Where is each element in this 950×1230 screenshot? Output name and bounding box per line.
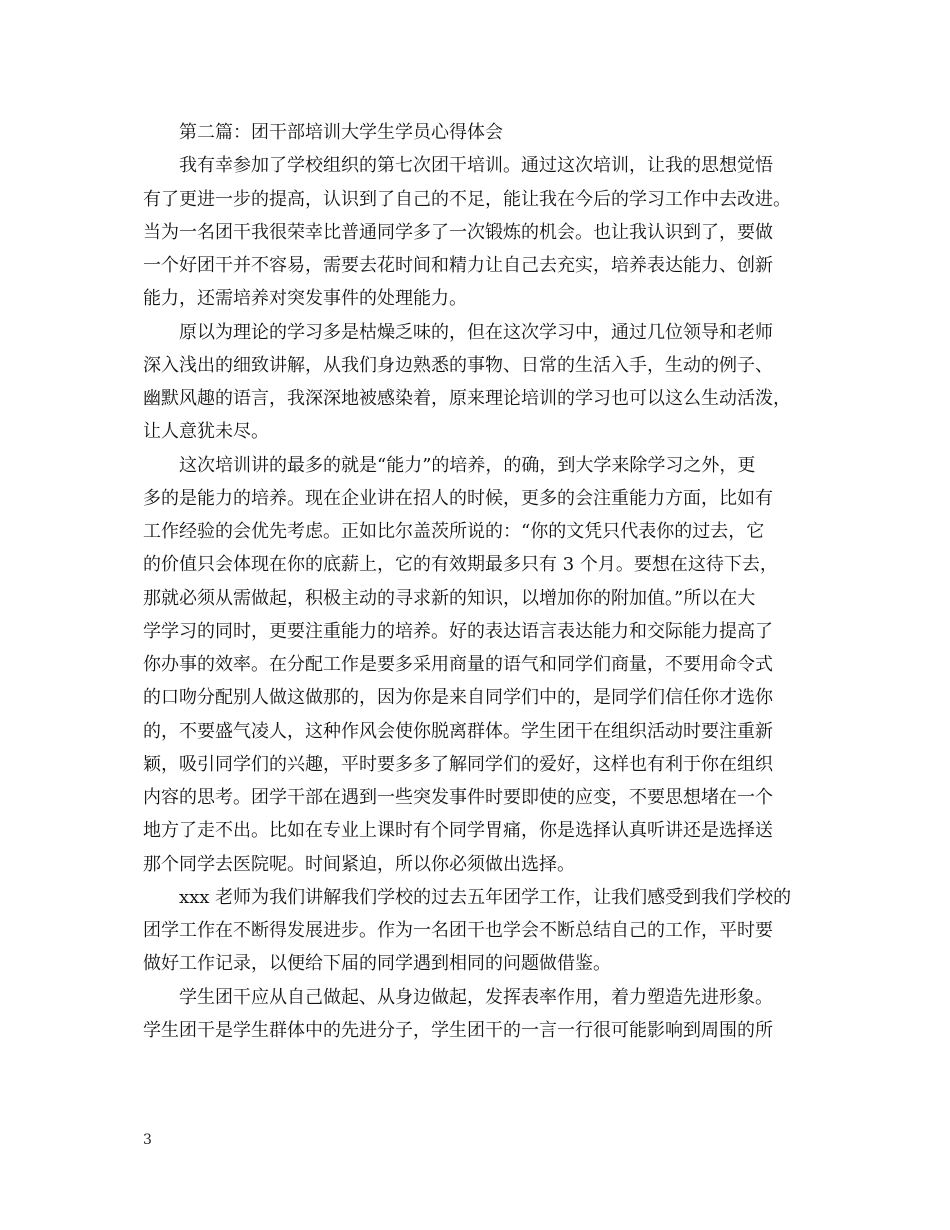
text-line: 幽默风趣的语言，我深深地被感染着，原来理论培训的学习也可以这么生动活泼， <box>143 388 791 409</box>
text-line: 多的是能力的培养。现在企业讲在招人的时候，更多的会注重能力方面，比如有 <box>143 487 773 509</box>
text-line: 能力，还需培养对突发事件的处理能力。 <box>143 288 467 310</box>
text-line: 那个同学去医院呢。时间紧迫，所以你必须做出选择。 <box>143 853 575 875</box>
text-line: 那就必须从需做起，积极主动的寻求新的知识，以增加你的附加值。”所以在大 <box>143 587 756 609</box>
text-line: 的口吻分配别人做这做那的，因为你是来自同学们中的，是同学们信任你才选你 <box>143 687 773 709</box>
text-line: 这次培训讲的最多的就是“能力”的培养，的确，到大学来除学习之外，更 <box>179 454 756 476</box>
text-line: 工作经验的会优先考虑。正如比尔盖茨所说的：“你的文凭只代表你的过去，它 <box>143 521 765 542</box>
text-line: 团学工作在不断得发展进步。作为一名团干也学会不断总结自己的工作，平时要 <box>143 920 773 941</box>
text-line: 地方了走不出。比如在专业上课时有个同学胃痛，你是选择认真听讲还是选择送 <box>143 820 773 842</box>
text-line: 做好工作记录，以便给下届的同学遇到相同的问题做借鉴。 <box>143 953 611 975</box>
text-line: 深入浅出的细致讲解，从我们身边熟悉的事物、日常的生活入手，生动的例子、 <box>143 354 773 376</box>
text-line: xxx 老师为我们讲解我们学校的过去五年团学工作，让我们感受到我们学校的 <box>179 886 792 908</box>
text-line: 让人意犹未尽。 <box>143 421 269 443</box>
text-line: 学学习的同时，更要注重能力的培养。好的表达语言表达能力和交际能力提高了 <box>143 620 773 642</box>
page-number: 3 <box>143 1132 152 1148</box>
text-line: 的，不要盛气凌人，这种作风会使你脱离群体。学生团干在组织活动时要注重新 <box>143 720 773 742</box>
document-body <box>143 116 825 1047</box>
text-line: 内容的思考。团学干部在遇到一些突发事件时要即使的应变，不要思想堵在一个 <box>143 787 773 808</box>
text-line: 的价值只会体现在你的底薪上，它的有效期最多只有 3 个月。要想在这待下去， <box>143 554 778 576</box>
text-line: 有了更进一步的提高，认识到了自己的不足，能让我在今后的学习工作中去改进。 <box>143 188 791 210</box>
text-line: 颖，吸引同学们的兴趣，平时要多多了解同学们的爱好，这样也有利于你在组织 <box>143 753 773 775</box>
text-line: 你办事的效率。在分配工作是要多采用商量的语气和同学们商量，不要用命令式 <box>143 654 773 675</box>
text-line: 我有幸参加了学校组织的第七次团干培训。通过这次培训，让我的思想觉悟 <box>179 155 773 177</box>
section-title: 第二篇：团干部培训大学生学员心得体会 <box>179 122 503 143</box>
paragraph <box>143 981 825 1048</box>
paragraph <box>143 149 825 315</box>
paragraph <box>143 881 825 981</box>
text-line: 一个好团干并不容易，需要去花时间和精力让自己去充实，培养表达能力、创新 <box>143 255 773 276</box>
paragraph <box>143 316 825 449</box>
text-line: 当为一名团干我很荣幸比普通同学多了一次锻炼的机会。也让我认识到了，要做 <box>143 221 773 243</box>
text-line: 学生团干是学生群体中的先进分子，学生团干的一言一行很可能影响到周围的所 <box>143 1019 773 1041</box>
text-line: 原以为理论的学习多是枯燥乏味的，但在这次学习中，通过几位领导和老师 <box>179 321 773 343</box>
text-line: 学生团干应从自己做起、从身边做起，发挥表率作用，着力塑造先进形象。 <box>179 986 773 1008</box>
paragraph <box>143 449 825 881</box>
